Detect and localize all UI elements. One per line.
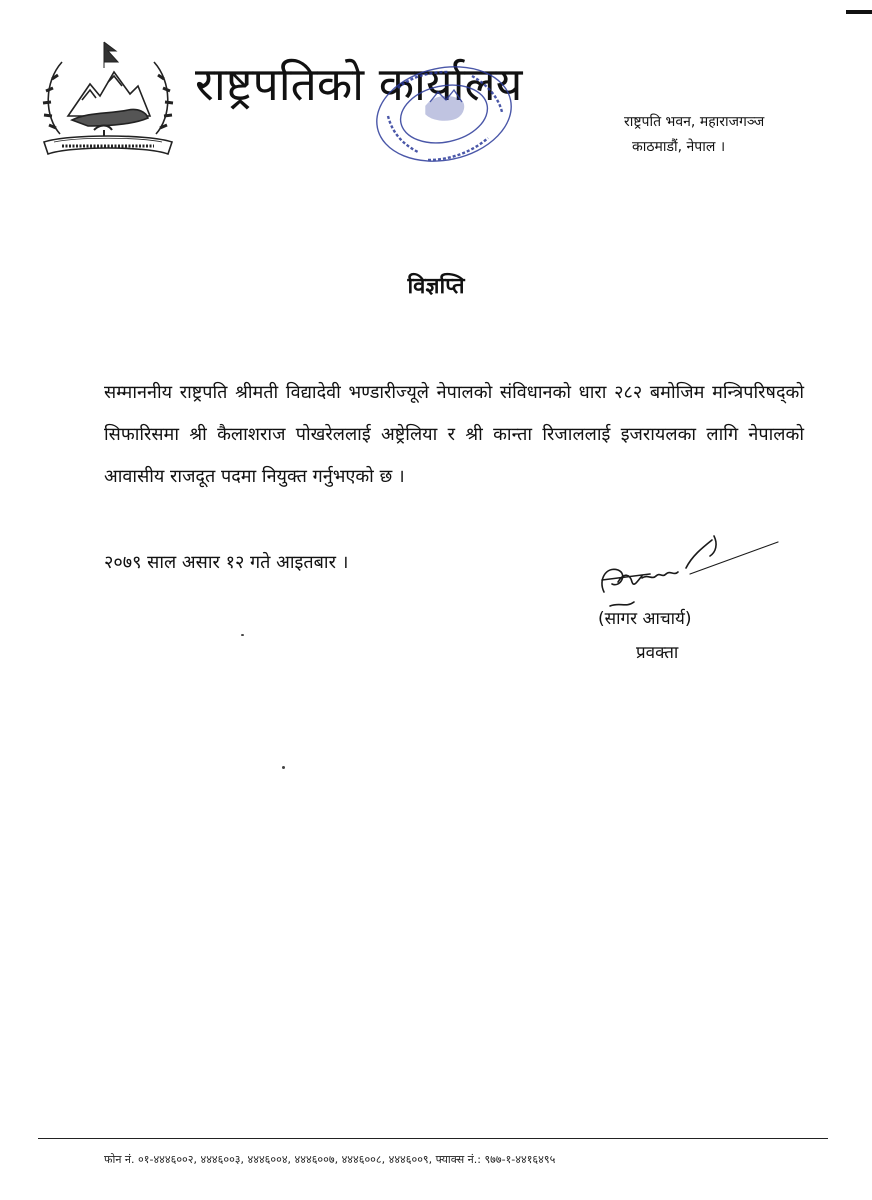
address-line: राष्ट्रपति भवन, महाराजगञ्ज <box>624 114 765 130</box>
signatory-name: (सागर आचार्य) <box>598 609 692 629</box>
nepal-emblem-icon <box>38 38 178 160</box>
office-address <box>624 110 764 160</box>
office-stamp-icon <box>368 56 518 168</box>
notice-heading: विज्ञप्ति <box>407 274 465 299</box>
office-title: राष्ट्रपतिको कार्यालय <box>195 57 523 111</box>
corner-mark <box>846 10 872 14</box>
signatory-title: प्रवक्ता <box>636 643 679 663</box>
footer-contact: फोन नं. ०१-४४४६००२, ४४४६००३, ४४४६००४, ४४४६००७, ४४४६००८, ४४४६००९, फ्याक्स नं.: ९७७-१-४४१६४९५ <box>104 1153 556 1166</box>
paper-speck <box>241 634 244 636</box>
notice-body: सम्माननीय राष्ट्रपति श्रीमती विद्यादेवी भण्डारीज्यूले नेपालको संविधानको धारा २८२ बमोजिम मन्त्रिपरिषद्को सिफारिसमा श्री कैलाशराज पोखरेललाई अष्ट्रेलिया र श्री कान्ता रिजाललाई इजरायलका लागि नेपालको आवासीय राजदूत पदमा नियुक्त गर्नुभएको छ । <box>104 382 804 487</box>
address-line: काठमाडौं, नेपाल । <box>632 139 726 155</box>
notice-date: २०७९ साल असार १२ गते आइतबार । <box>104 552 349 573</box>
footer-divider <box>38 1138 828 1139</box>
paper-speck <box>282 766 285 769</box>
